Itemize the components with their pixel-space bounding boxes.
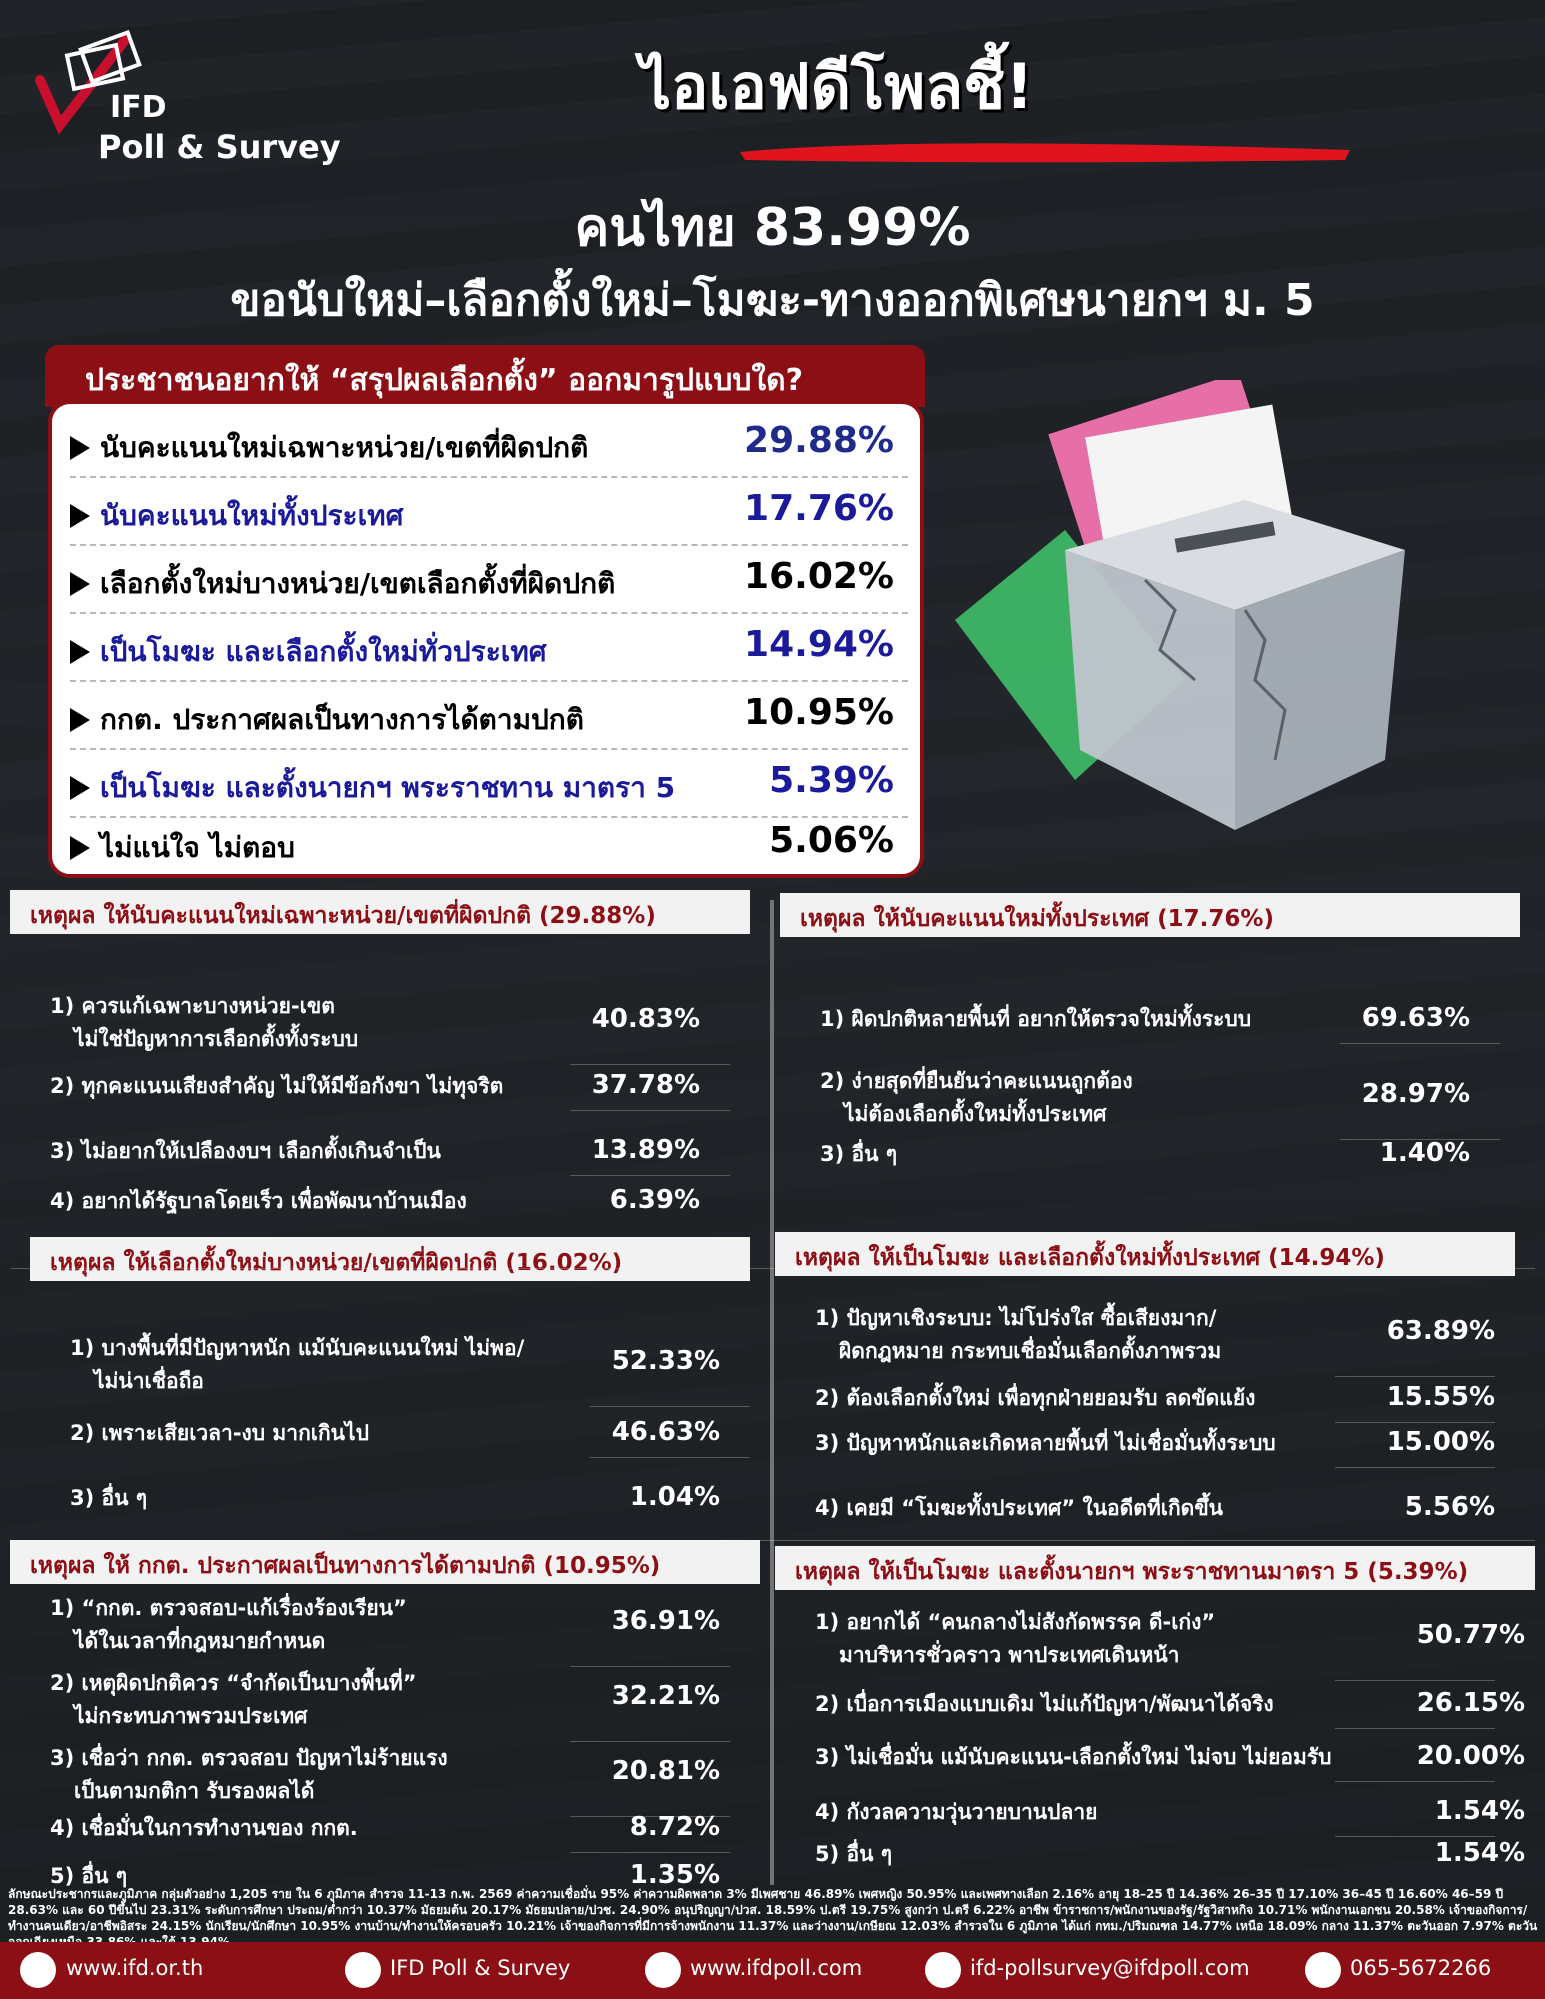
reason-label [820,1065,1340,1131]
reason-label-line2: ได้ในเวลาที่กฎหมายกำหนด [74,1629,326,1653]
reason-label [820,1138,1340,1171]
reason-label [50,1592,610,1658]
row-separator [1335,1836,1495,1837]
reason-label-line1: 1) ปัญหาเชิงระบบ: ไม่โปร่งใส ซื้อเสียงมาก/ [815,1306,1217,1330]
reason-value: 69.63% [1361,1003,1470,1033]
result-value: 5.06% [769,820,894,861]
reason-label [815,1741,1415,1774]
reason-label-line1: 2) เพราะเสียเวลา-งบ มากเกินไป [70,1421,369,1445]
section-header: เหตุผล ให้ กกต. ประกาศผลเป็นทางการได้ตามปกติ (10.95%) [10,1540,760,1584]
reason-label-line1: 2) เหตุผิดปกติควร “จำกัดเป็นบางพื้นที่” [50,1671,417,1695]
reason-label-line2: ผิดกฎหมาย กระทบเชื่อมั่นเลือกตั้งภาพรวม [839,1339,1222,1363]
reason-label [70,1332,590,1398]
reason-label-line1: 4) เคยมี “โมฆะทั้งประเทศ” ในอดีตที่เกิดขึ้น [815,1496,1224,1520]
play-arrow-icon [70,836,90,860]
reason-label [815,1838,1415,1871]
phone-icon [1305,1952,1341,1988]
reason-label-line1: 4) กังวลความวุ่นวายบานปลาย [815,1800,1098,1824]
reason-value: 50.77% [1416,1620,1525,1650]
reason-section [10,890,750,1215]
result-label: ไม่แน่ใจ ไม่ตอบ [100,831,295,864]
row-divider [10,1540,1535,1541]
row-separator [570,1175,730,1176]
reason-value: 63.89% [1386,1316,1495,1346]
logo-text-poll-survey: Poll & Survey [98,128,341,166]
email-icon [925,1952,961,1988]
reason-label [815,1492,1355,1525]
reason-label-line1: 3) ไม่เชื่อมั่น แม้นับคะแนน-เลือกตั้งใหม่ ไม่จบ ไม่ยอมรับ [815,1745,1332,1769]
reason-section [780,893,1520,1168]
footer-phone: 065-5672266 [1350,1956,1492,1980]
reason-value: 13.89% [591,1135,700,1165]
row-separator [570,1852,730,1853]
result-label: เป็นโมฆะ และเลือกตั้งใหม่ทั่วประเทศ [100,635,547,668]
play-arrow-icon [70,640,90,664]
row-separator [590,1406,750,1407]
reason-label-line2: ไม่น่าเชื่อถือ [94,1369,204,1393]
row-separator [1340,1043,1500,1044]
reason-label-line1: 1) บางพื้นที่มีปัญหาหนัก แม้นับคะแนนใหม่ ไม่พอ/ [70,1336,525,1360]
result-row [70,412,908,478]
reason-label-line1: 4) อยากได้รัฐบาลโดยเร็ว เพื่อพัฒนาบ้านเมือง [50,1189,467,1213]
result-value: 17.76% [744,488,894,529]
result-value: 10.95% [744,692,894,733]
row-separator [1335,1422,1495,1423]
reason-label [50,1812,610,1845]
reason-value: 36.91% [611,1606,720,1636]
reason-label [50,990,570,1056]
reason-value: 1.40% [1379,1138,1470,1168]
play-arrow-icon [70,776,90,800]
globe-icon [20,1952,56,1988]
reason-value: 1.04% [629,1482,720,1512]
reason-label-line1: 2) ง่ายสุดที่ยืนยันว่าคะแนนถูกต้อง [820,1069,1133,1093]
section-header: เหตุผล ให้นับคะแนนใหม่เฉพาะหน่วย/เขตที่ผิดปกติ (29.88%) [10,890,750,934]
result-row [70,548,908,614]
reason-value: 1.35% [629,1860,720,1890]
reason-label-line1: 3) ไม่อยากให้เปลืองงบฯ เลือกตั้งเกินจำเป็น [50,1139,441,1163]
row-divider [10,1268,1535,1269]
reason-value: 20.00% [1416,1741,1525,1771]
reason-label [820,1003,1340,1036]
reason-label-line1: 1) ควรแก้เฉพาะบางหน่วย-เขต [50,994,335,1018]
reason-label-line1: 2) เบื่อการเมืองแบบเดิม ไม่แก้ปัญหา/พัฒนาได้จริง [815,1692,1274,1716]
play-arrow-icon [70,504,90,528]
reason-label [815,1427,1355,1460]
row-separator [1335,1728,1495,1729]
logo-text-ifd: IFD [110,90,167,125]
reason-label-line1: 3) เชื่อว่า กกต. ตรวจสอบ ปัญหาไม่ร้ายแรง [50,1746,448,1770]
row-separator [590,1457,750,1458]
reason-section [775,1232,1515,1522]
footer-facebook-link[interactable]: IFD Poll & Survey [390,1956,571,1980]
reason-label-line1: 3) อื่น ๆ [820,1142,898,1166]
globe-icon [645,1952,681,1988]
reason-section [10,1540,760,1890]
reason-value: 52.33% [611,1346,720,1376]
footer-website-link[interactable]: www.ifd.or.th [66,1956,204,1980]
reason-value: 28.97% [1361,1079,1470,1109]
reason-label-line1: 1) อยากได้ “คนกลางไม่สังกัดพรรค ดี-เก่ง” [815,1610,1216,1634]
reason-value: 15.55% [1386,1382,1495,1412]
facebook-icon [345,1952,381,1988]
reason-label-line1: 2) ต้องเลือกตั้งใหม่ เพื่อทุกฝ่ายยอมรับ ลดขัดแย้ง [815,1386,1256,1410]
result-row [70,616,908,682]
headline-main: คนไทย 83.99% [574,198,971,258]
play-arrow-icon [70,572,90,596]
reason-value: 26.15% [1416,1688,1525,1718]
result-label: เลือกตั้งใหม่บางหน่วย/เขตเลือกตั้งที่ผิดปกติ [100,567,616,600]
reason-label-line2: ไม่ใช่ปัญหาการเลือกตั้งทั้งระบบ [74,1027,359,1051]
reason-value: 20.81% [611,1756,720,1786]
section-header: เหตุผล ให้นับคะแนนใหม่ทั้งประเทศ (17.76%) [780,893,1520,937]
reason-label-line1: 5) อื่น ๆ [815,1842,893,1866]
reason-label-line1: 3) อื่น ๆ [70,1486,148,1510]
results-box [48,400,924,878]
result-label: เป็นโมฆะ และตั้งนายกฯ พระราชทาน มาตรา 5 [100,771,676,804]
section-header: เหตุผล ให้เลือกตั้งใหม่บางหน่วย/เขตที่ผิดปกติ (16.02%) [30,1237,750,1281]
question-banner: ประชาชนอยากให้ “สรุปผลเลือกตั้ง” ออกมารูปแบบใด? [45,345,925,407]
ballot-box-icon [945,380,1465,840]
result-label: นับคะแนนใหม่เฉพาะหน่วย/เขตที่ผิดปกติ [100,431,589,464]
reason-label [50,1742,610,1808]
reason-label [815,1688,1415,1721]
page-title: ไอเอฟดีโพลชี้! [640,50,1034,123]
reason-value: 1.54% [1434,1796,1525,1826]
result-value: 5.39% [769,760,894,801]
result-row [70,480,908,546]
result-label: กกต. ประกาศผลเป็นทางการได้ตามปกติ [100,703,584,736]
methodology-footnote: ลักษณะประชากรและภูมิภาค กลุ่มตัวอย่าง 1,205 ราย ใน 6 ภูมิภาค สำรวจ 11-13 ก.พ. 2569 ค่าความเชื่อมั่น 95% ค่าความผิดพลาด 3% มีเพศชาย 46.89% เพศหญิง 50.95% และเพศทางเลือก 2.16% อายุ 18–25 ปี 14.36% 26–35 ปี 17.10% 36–45 ปี 16.60% 46–59 ปี 28.63% และ 60 ปีขึ้นไป 23.31% ระดับการศึกษา ประถม/ต่ำกว่า 10.37% มัธยมต้น 20.17% มัธยมปลาย/ปวช. 24.90% อนุปริญญา/ปวส. 18.59% ป.ตรี 19.75% สูงกว่า ป.ตรี 6.22% อาชีพ ข้าราชการ/พนักงานของรัฐ/รัฐวิสาหกิจ 10.71% พนักงานเอกชน 20.58% เจ้าของกิจการ/ทำงานคนเดียว/อาชีพอิสระ 24.15% นักเรียน/นักศึกษา 10.95% งานบ้าน/ทำงานให้ครอบครัว 10.21% เจ้าของกิจการที่มีการจ้างพนักงาน 11.37% และว่างงาน/เกษียณ 12.03% สำรวจใน 6 ภูมิภาค ได้แก่ กทม./ปริมณฑล 14.77% เหนือ 18.09% กลาง 11.37% ตะวันออก 7.97% ตะวัน [8,1887,1538,1933]
reason-section [775,1546,1535,1868]
reason-value: 1.54% [1434,1838,1525,1868]
row-separator [1335,1376,1495,1377]
reason-value: 5.56% [1404,1492,1495,1522]
reason-label-line1: 1) “กกต. ตรวจสอบ-แก้เรื่องร้องเรียน” [50,1596,407,1620]
section-header: เหตุผล ให้เป็นโมฆะ และเลือกตั้งใหม่ทั้งประเทศ (14.94%) [775,1232,1515,1276]
reason-label [815,1796,1415,1829]
reason-value: 40.83% [591,1004,700,1034]
reason-label [815,1302,1355,1368]
reason-label [50,1070,570,1103]
reason-value: 46.63% [611,1417,720,1447]
reason-label-line1: 1) ผิดปกติหลายพื้นที่ อยากให้ตรวจใหม่ทั้งระบบ [820,1007,1252,1031]
section-header: เหตุผล ให้เป็นโมฆะ และตั้งนายกฯ พระราชทานมาตรา 5 (5.39%) [775,1546,1535,1590]
reason-label [70,1482,590,1515]
result-row [70,752,908,818]
reason-label [815,1606,1415,1672]
result-row [70,684,908,750]
footer-email-link[interactable]: ifd-pollsurvey@ifdpoll.com [970,1956,1250,1980]
reason-label-line2: มาบริหารชั่วคราว พาประเทศเดินหน้า [839,1643,1180,1667]
reason-label [50,1667,610,1733]
reason-value: 6.39% [609,1185,700,1215]
result-value: 16.02% [744,556,894,597]
reason-label [815,1382,1355,1415]
reason-label-line1: 4) เชื่อมั่นในการทำงานของ กกต. [50,1816,358,1840]
row-separator [1335,1680,1495,1681]
footer-bar [0,1942,1545,1999]
reason-value: 8.72% [629,1812,720,1842]
play-arrow-icon [70,436,90,460]
row-separator [570,1064,730,1065]
result-value: 29.88% [744,420,894,461]
red-brush-underline [740,138,1350,166]
reason-label-line2: เป็นตามกติกา รับรองผลได้ [74,1779,315,1803]
headline-sub: ขอนับใหม่–เลือกตั้งใหม่–โมฆะ-ทางออกพิเศษนายกฯ ม. 5 [230,275,1315,326]
play-arrow-icon [70,708,90,732]
result-value: 14.94% [744,624,894,665]
reason-value: 15.00% [1386,1427,1495,1457]
reason-section [30,1237,750,1512]
reason-label [50,1135,570,1168]
row-separator [1335,1467,1495,1468]
row-separator [1335,1781,1495,1782]
reason-value: 37.78% [591,1070,700,1100]
reason-value: 32.21% [611,1681,720,1711]
reason-label-line1: 2) ทุกคะแนนเสียงสำคัญ ไม่ให้มีข้อกังขา ไม่ทุจริต [50,1074,504,1098]
footer-poll-site-link[interactable]: www.ifdpoll.com [690,1956,863,1980]
reason-label-line1: 5) อื่น ๆ [50,1864,128,1888]
reason-label-line1: 3) ปัญหาหนักและเกิดหลายพื้นที่ ไม่เชื่อมั่นทั้งระบบ [815,1431,1276,1455]
reason-label [70,1417,590,1450]
reason-label-line2: ไม่กระทบภาพรวมประเทศ [74,1704,308,1728]
reason-label [50,1185,570,1218]
column-divider [770,900,774,1885]
reason-label-line2: ไม่ต้องเลือกตั้งใหม่ทั้งประเทศ [844,1102,1107,1126]
row-separator [570,1110,730,1111]
result-label: นับคะแนนใหม่ทั้งประเทศ [100,499,404,532]
result-row [70,812,908,878]
